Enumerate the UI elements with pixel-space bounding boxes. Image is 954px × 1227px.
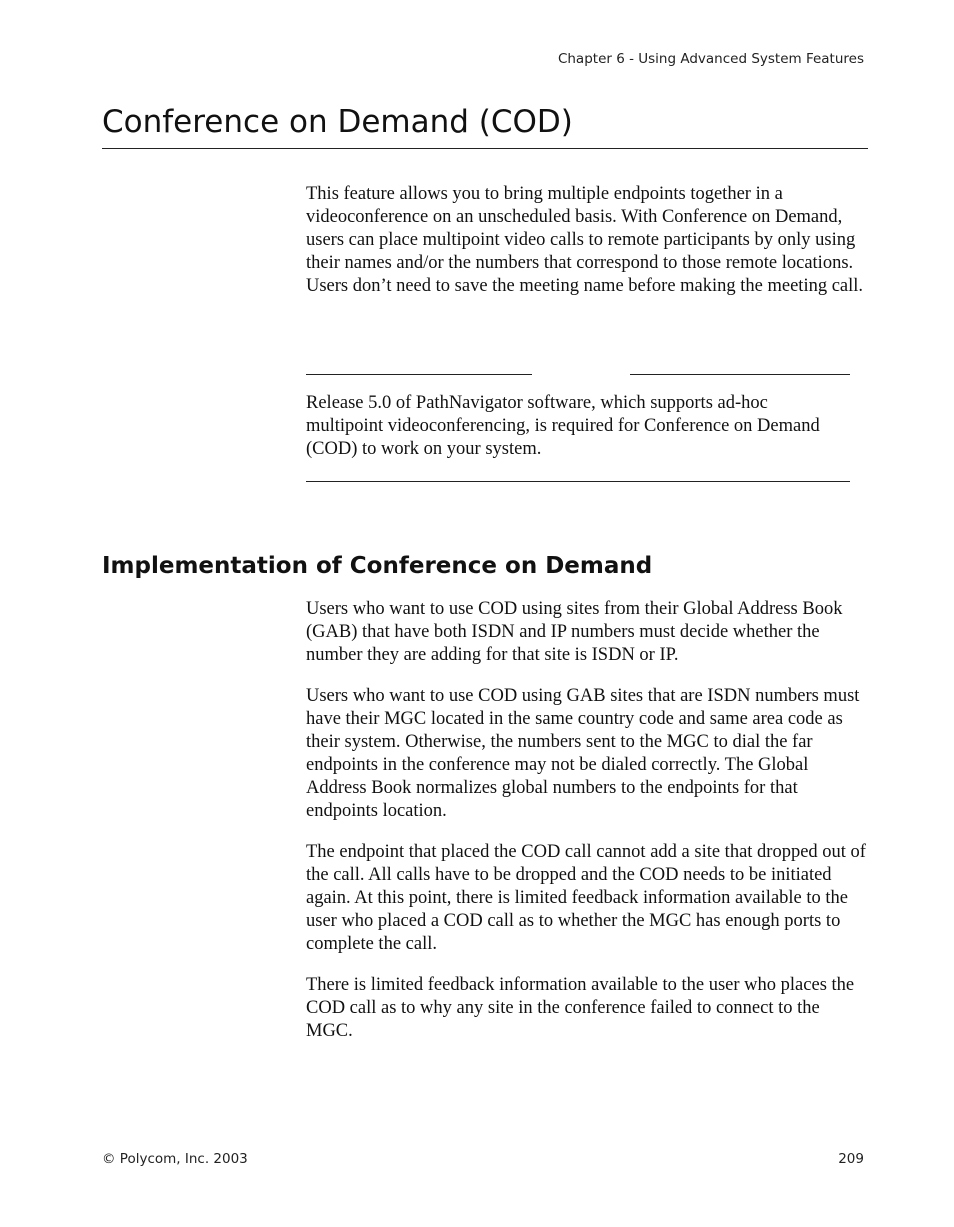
note-text: Release 5.0 of PathNavigator software, which supports ad-hoc multipoint videoconferencing, is required for Conference on Demand (COD) to work on your system. bbox=[306, 393, 820, 459]
intro-paragraph: This feature allows you to bring multiple endpoints together in a videoconference on an unscheduled basis. With Conference on Demand, users can place multipoint video calls to remote participants by only using their names and/or the numbers that correspond to those remote locations. Users don’t need to save the meeting name before making the meeting call. bbox=[306, 184, 864, 296]
running-header: Chapter 6 - Using Advanced System Features bbox=[557, 51, 864, 67]
note-rule-bottom bbox=[306, 481, 850, 482]
title-rule bbox=[102, 148, 868, 149]
note-rule-top-left bbox=[306, 374, 532, 375]
section-body bbox=[306, 598, 868, 1061]
section-paragraph: The endpoint that placed the COD call cannot add a site that dropped out of the call. All calls have to be dropped and the COD needs to be initiated again. At this point, there is limited feedback information available to the user who placed a COD call as to whether the MGC has enough ports to complete the call. bbox=[306, 842, 866, 954]
footer-page-number: 209 bbox=[838, 1151, 864, 1167]
page-title: Conference on Demand (COD) bbox=[102, 104, 573, 140]
footer-copyright: © Polycom, Inc. 2003 bbox=[102, 1151, 248, 1167]
section-heading: Implementation of Conference on Demand bbox=[102, 553, 653, 579]
section-paragraph: Users who want to use COD using sites from their Global Address Book (GAB) that have both ISDN and IP numbers must decide whether the number they are adding for that site is ISDN or IP. bbox=[306, 599, 843, 665]
note-rule-top-right bbox=[630, 374, 850, 375]
section-paragraph: There is limited feedback information available to the user who places the COD call as to why any site in the conference failed to connect to the MGC. bbox=[306, 975, 855, 1041]
section-paragraph: Users who want to use COD using GAB sites that are ISDN numbers must have their MGC located in the same country code and same area code as their system. Otherwise, the numbers sent to the MGC to dial the far endpoints in the conference may not be dialed correctly. The Global Address Book normalizes global numbers to the endpoints for that endpoints location. bbox=[306, 686, 860, 821]
